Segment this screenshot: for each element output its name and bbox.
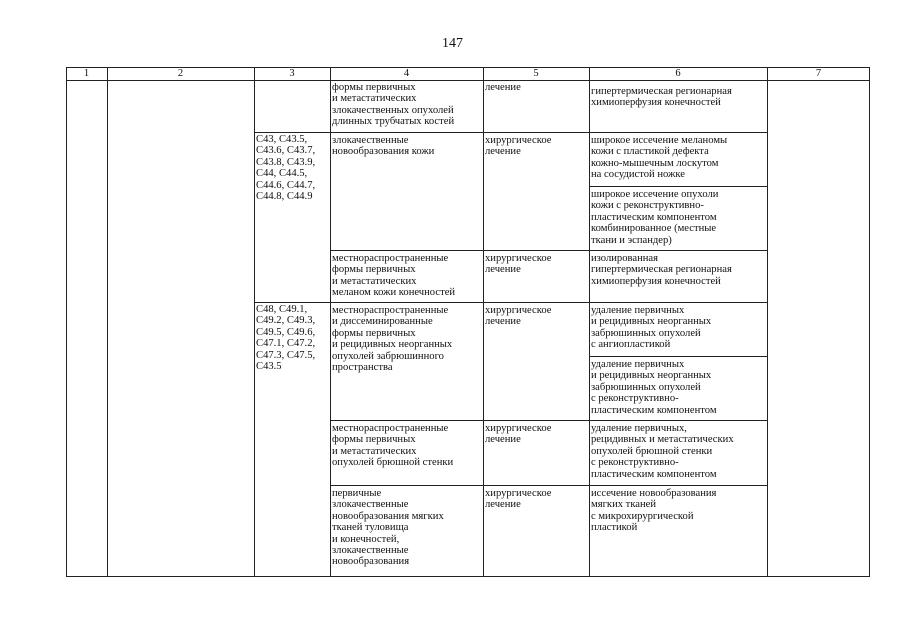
header-col-2: 2 xyxy=(177,68,184,79)
row-3-method-b: удаление первичных и рецидивных неорганных забрюшинных опухолей с реконструктивно- пластическим компонентом xyxy=(591,359,717,416)
header-col-3: 3 xyxy=(289,68,295,79)
column-divider xyxy=(330,67,331,577)
header-col-6: 6 xyxy=(675,68,681,79)
column-divider xyxy=(589,67,590,577)
row-5-diagnosis: первичные злокачественные новообразования мягких тканей туловища и конечностей, злокачественные новообразования xyxy=(332,488,444,568)
column-divider xyxy=(767,67,768,577)
column-divider xyxy=(254,67,255,577)
row-divider xyxy=(254,302,767,303)
header-col-1: 1 xyxy=(83,68,90,79)
row-1-method-a: широкое иссечение меланомы кожи с пластикой дефекта кожно-мышечным лоскутом на сосудистой ножке xyxy=(591,135,728,181)
page-number: 147 xyxy=(442,36,463,51)
row-divider xyxy=(330,485,767,486)
header-col-7: 7 xyxy=(815,68,822,79)
row-5-treatment: хирургическое лечение xyxy=(485,488,552,511)
header-col-4: 4 xyxy=(403,68,410,79)
row-2-diagnosis: местнораспространенные формы первичных и метастатических меланом кожи конечностей xyxy=(332,253,456,299)
row-0-diagnosis: формы первичных и метастатических злокачественных опухолей длинных трубчатых костей xyxy=(332,82,455,128)
row-2-method: изолированная гипертермическая регионарная химиоперфузия конечностей xyxy=(591,253,732,287)
row-4-treatment: хирургическое лечение xyxy=(485,423,552,446)
column-divider xyxy=(483,67,484,577)
column-divider xyxy=(107,67,108,577)
row-divider xyxy=(589,186,767,187)
row-3-treatment: хирургическое лечение xyxy=(485,305,552,328)
row-0-method: гипертермическая регионарная химиоперфузия конечностей xyxy=(591,86,732,109)
row-0-treatment: лечение xyxy=(485,82,521,93)
row-divider xyxy=(330,250,767,251)
codes-group-1: C43, C43.5, C43.6, C43.7, C43.8, C43.9, C44, C44.5, C44.6, C44.7, C44.8, C44.9 xyxy=(256,134,316,203)
codes-group-2: C48, C49.1, C49.2, C49.3, C49.5, C49.6, C47.1, C47.2, C47.3, C47.5, C43.5 xyxy=(256,304,316,373)
row-4-method: удаление первичных, рецидивных и метастатических опухолей брюшной стенки с реконструктивно- пластическим компонентом xyxy=(591,423,734,480)
row-divider xyxy=(330,420,767,421)
row-2-treatment: хирургическое лечение xyxy=(485,253,552,276)
row-1-treatment: хирургическое лечение xyxy=(485,135,552,158)
row-divider xyxy=(254,132,767,133)
header-col-5: 5 xyxy=(533,68,539,79)
row-3-method-a: удаление первичных и рецидивных неорганных забрюшинных опухолей с ангиопластикой xyxy=(591,305,712,351)
row-3-diagnosis: местнораспространенные и диссеминированные формы первичных и рецидивных неорганных опухолей забрюшинного пространства xyxy=(332,305,453,374)
header-divider xyxy=(66,80,870,81)
row-1-method-b: широкое иссечение опухоли кожи с реконструктивно- пластическим компонентом комбинированное (местные ткани и эспандер) xyxy=(591,189,719,246)
row-divider xyxy=(589,356,767,357)
row-5-method: иссечение новообразования мягких тканей с микрохирургической пластикой xyxy=(591,488,717,534)
row-1-diagnosis: злокачественные новообразования кожи xyxy=(332,135,435,158)
row-4-diagnosis: местнораспространенные формы первичных и метастатических опухолей брюшной стенки xyxy=(332,423,454,469)
